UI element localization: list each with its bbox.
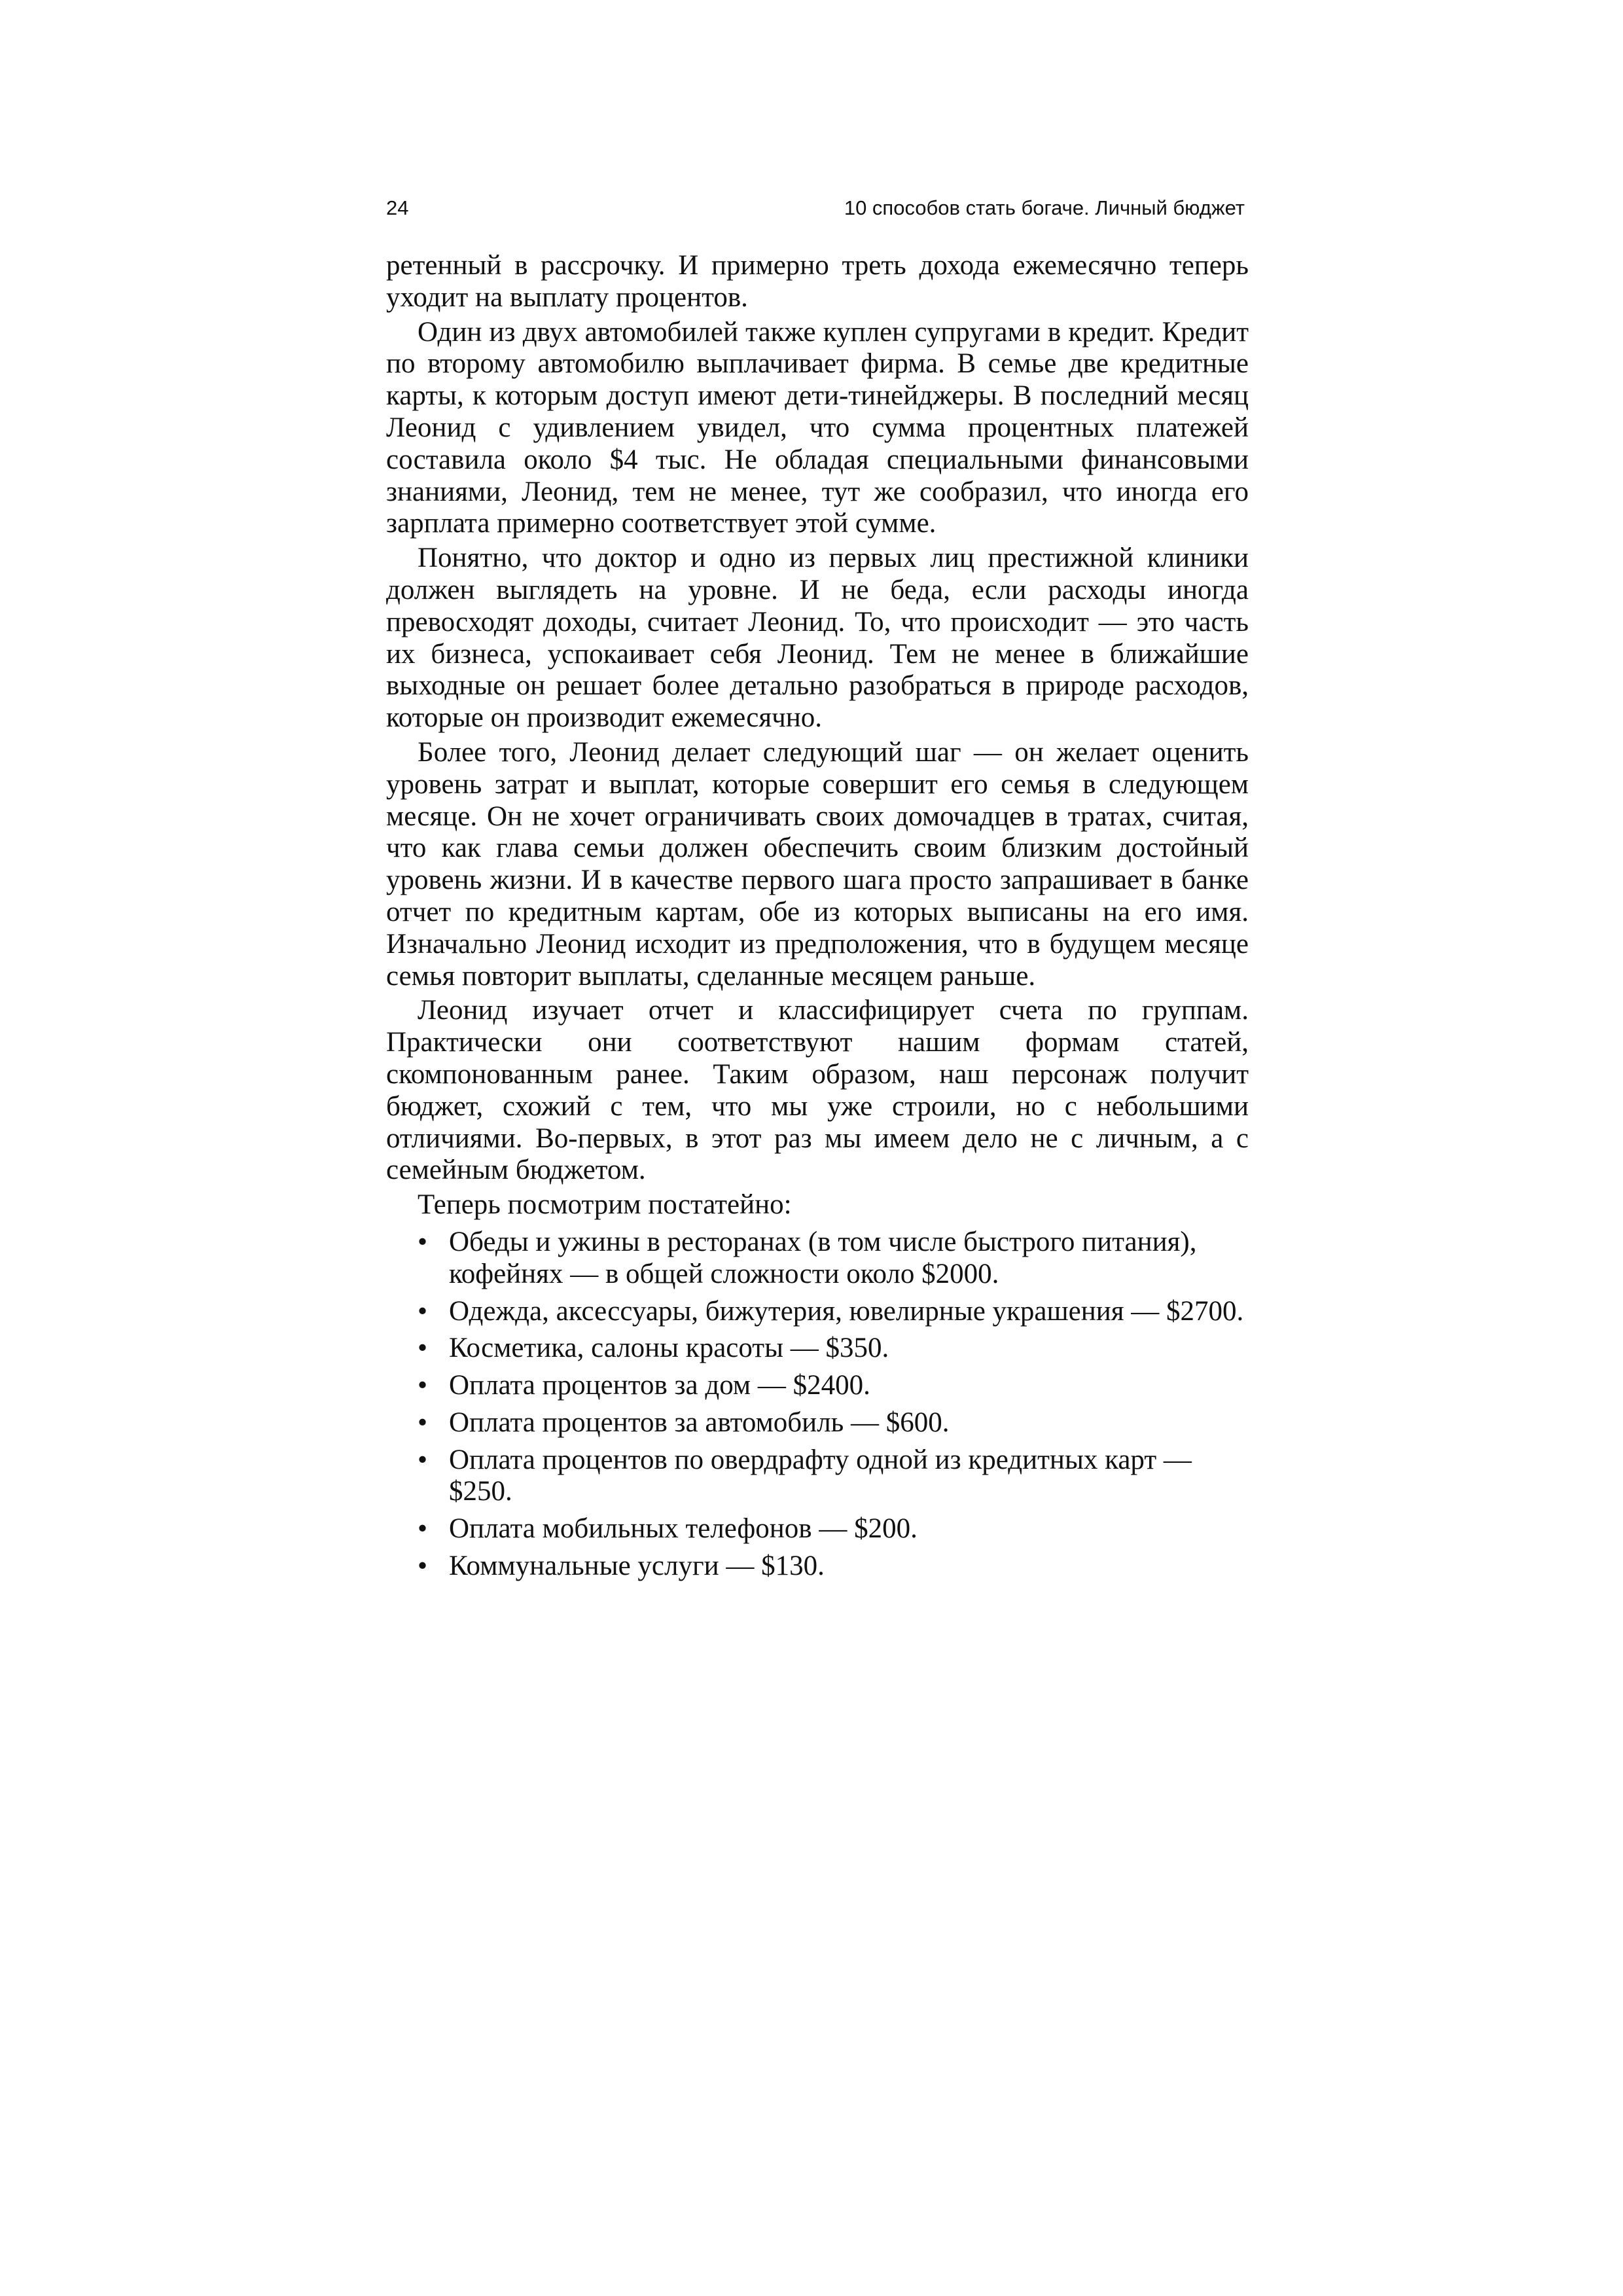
list-item-text: Оплата процентов по овердрафту одной из кредитных карт — $250. <box>449 1444 1192 1507</box>
list-item-text: Одежда, аксессуары, бижутерия, ювелирные украшения — $2700. <box>449 1295 1244 1327</box>
paragraph-continuation: ретенный в рассрочку. И примерно треть дохода ежемесячно теперь уходит на выплату процентов. <box>386 250 1249 313</box>
bullet-icon <box>418 1444 437 1477</box>
bullet-icon <box>418 1370 437 1402</box>
bullet-icon <box>418 1296 449 1328</box>
paragraph-next-step: Более того, Леонид делает следующий шаг — он желает оценить уровень затрат и выплат, которые совершит его семья в следующем месяце. Он не хочет ограничивать своих домочадцев в тратах, считая, что как глава семьи должен обеспечить своим близким достойный уровень жизни. И в качестве первого шага просто запрашивает в банке отчет по кредитным картам, обе из которых выписаны на его имя. Изначально Леонид исходит из предположения, что в будущем месяце семья повторит выплаты, сделанные месяцем раньше. <box>386 736 1249 992</box>
list-item-text: Оплата мобильных телефонов — $200. <box>449 1513 918 1545</box>
list-item-text: Оплата процентов за дом — $2400. <box>449 1370 870 1401</box>
paragraph-clinic-status: Понятно, что доктор и одно из первых лиц престижной клиники должен выглядеть на уровне. И не беда, если расходы иногда превосходят доходы, считает Леонид. То, что происходит — это часть их бизнеса, успокаивает себя Леонид. Тем не менее в ближайшие выходные он решает более детально разобраться в природе расходов, которые он производит ежемесячно. <box>386 543 1249 734</box>
list-item <box>418 1551 1249 1583</box>
bullet-icon <box>418 1227 437 1259</box>
list-item <box>418 1296 1249 1328</box>
bullet-icon <box>418 1333 437 1365</box>
list-item <box>418 1227 1249 1291</box>
list-intro: Теперь посмотрим постатейно: <box>418 1189 792 1221</box>
bullet-icon <box>418 1513 437 1545</box>
list-item-text: Косметика, салоны красоты — $350. <box>449 1333 889 1364</box>
list-item-text: Оплата процентов за автомобиль — $600. <box>449 1407 950 1438</box>
paragraph-car-credit: Один из двух автомобилей также куплен супругами в кредит. Кредит по второму автомобилю выплачивает фирма. В семье две кредитные карты, к которым доступ имеют дети-тинейджеры. В последний месяц Леонид с удивлением увидел, что сумма процентных платежей составила около $4 тыс. Не обладая специальными финансовыми знаниями, Леонид, тем не менее, тут же сообразил, что иногда его зарплата примерно соответствует этой сумме. <box>386 316 1249 539</box>
list-item <box>418 1333 1249 1365</box>
bullet-icon <box>418 1551 437 1583</box>
list-item <box>418 1407 1249 1439</box>
paragraph-report-analysis: Леонид изучает отчет и классифицирует счета по группам. Практически они соответствуют нашим формам статей, скомпонованным ранее. Таким образом, наш персонаж получит бюджет, схожий с тем, что мы уже строили, но с небольшими отличиями. Во-первых, в этот раз мы имеем дело не с личным, а с семейным бюджетом. <box>386 995 1249 1186</box>
page-number: 24 <box>386 196 409 219</box>
body-text <box>386 250 1249 1588</box>
list-item <box>418 1444 1249 1509</box>
running-head <box>386 194 1245 223</box>
bullet-icon <box>418 1407 437 1439</box>
list-item-text: Обеды и ужины в ресторанах (в том числе быстрого питания), кофейнях — в общей сложности около $2000. <box>449 1226 1197 1289</box>
list-item <box>418 1370 1249 1402</box>
list-item-text: Коммунальные услуги — $130. <box>449 1551 825 1582</box>
running-title: 10 способов стать богаче. Личный бюджет <box>844 196 1245 219</box>
list-item <box>418 1513 1249 1545</box>
expense-list <box>386 1227 1249 1583</box>
